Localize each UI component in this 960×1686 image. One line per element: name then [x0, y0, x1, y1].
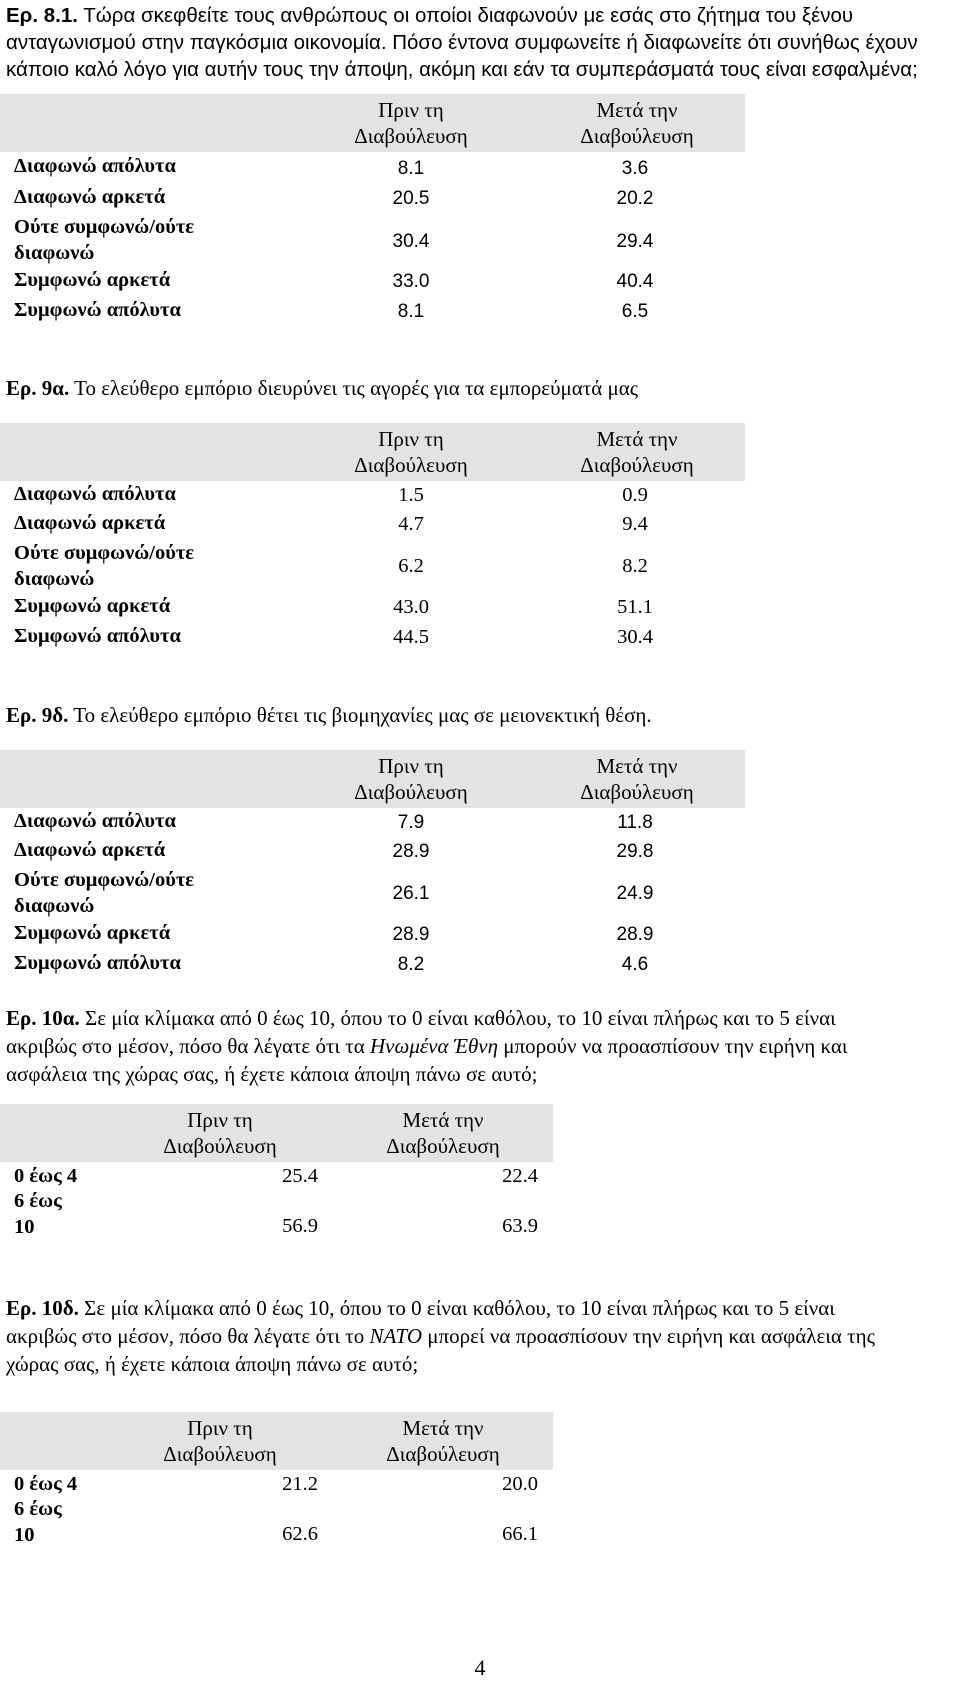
cell-before: 28.9	[392, 841, 430, 862]
cell-after: 40.4	[616, 271, 654, 292]
col-header-before: Πριν τη Διαβούλευση	[354, 754, 468, 804]
col-header-before: Πριν τη Διαβούλευση	[354, 98, 468, 148]
question-text: ακριβώς στο μέσον, πόσο θα λέγατε ότι το	[6, 1324, 370, 1348]
row-label: Συμφωνώ αρκετά	[14, 269, 171, 291]
question-text: Σε μία κλίμακα από 0 έως 10, όπου το 0 είναι καθόλου, το 10 είναι πλήρως και το 5 είναι	[84, 1296, 835, 1320]
question-10d	[6, 1294, 958, 1378]
row-label: Ούτε συμφωνώ/ούτε διαφωνώ	[14, 542, 195, 590]
row-label: Διαφωνώ αρκετά	[14, 839, 166, 861]
organization-name: Ηνωμένα Έθνη	[370, 1034, 499, 1058]
question-text: χώρας σας, ή έχετε κάποια άποψη πάνω σε αυτό;	[6, 1352, 419, 1376]
question-text: μπορούν να προασπίσουν την ειρήνη και	[498, 1034, 848, 1058]
cell-before: 25.4	[282, 1165, 318, 1187]
cell-after: 28.9	[616, 924, 654, 945]
col-header-after: Μετά την Διαβούλευση	[580, 754, 694, 804]
question-8-1	[6, 2, 958, 83]
cell-after: 63.9	[502, 1215, 538, 1237]
row-label: 0 έως 4	[14, 1473, 78, 1495]
cell-after: 8.2	[622, 555, 648, 577]
question-text: κάποιο καλό λόγο για αυτήν τους την άποψη, ακόμη και εάν τα συμπεράσματά τους είναι εσφαλμένα;	[6, 58, 918, 81]
row-label: 6 έως 10	[14, 1190, 62, 1238]
row-label: Διαφωνώ απόλυτα	[14, 810, 176, 832]
cell-after: 11.8	[617, 812, 653, 833]
question-label: Ερ. 8.1.	[6, 4, 78, 27]
cell-before: 43.0	[393, 596, 429, 618]
row-label: 6 έως 10	[14, 1498, 62, 1546]
cell-after: 9.4	[622, 513, 648, 535]
question-text: ακριβώς στο μέσον, πόσο θα λέγατε ότι τα	[6, 1034, 370, 1058]
cell-after: 20.2	[616, 188, 654, 209]
cell-before: 62.6	[282, 1523, 318, 1545]
question-label: Ερ. 10α.	[6, 1006, 80, 1030]
col-header-before: Πριν τη Διαβούλευση	[354, 427, 468, 477]
row-label: 0 έως 4	[14, 1165, 78, 1187]
col-header-after: Μετά την Διαβούλευση	[580, 427, 694, 477]
cell-before: 33.0	[392, 271, 430, 292]
cell-after: 20.0	[502, 1473, 538, 1495]
cell-after: 3.6	[621, 158, 649, 179]
row-label: Διαφωνώ απόλυτα	[14, 155, 176, 177]
cell-before: 1.5	[398, 484, 424, 506]
cell-after: 66.1	[502, 1523, 538, 1545]
cell-after: 6.5	[621, 301, 649, 322]
question-text: ασφάλεια της χώρας σας, ή έχετε κάποια άποψη πάνω σε αυτό;	[6, 1062, 538, 1086]
row-label: Συμφωνώ αρκετά	[14, 922, 171, 944]
question-10a	[6, 1004, 958, 1088]
cell-after: 51.1	[617, 596, 653, 618]
cell-before: 30.4	[392, 231, 430, 252]
page-number: 4	[474, 1655, 486, 1680]
cell-before: 44.5	[393, 626, 429, 648]
cell-after: 4.6	[621, 954, 649, 975]
cell-after: 24.9	[616, 883, 654, 904]
cell-before: 7.9	[397, 812, 425, 833]
row-label: Διαφωνώ απόλυτα	[14, 483, 176, 505]
cell-before: 56.9	[282, 1215, 318, 1237]
question-text: Το ελεύθερο εμπόριο θέτει τις βιομηχανίες μας σε μειονεκτική θέση.	[73, 703, 652, 727]
col-header-after: Μετά την Διαβούλευση	[386, 1416, 500, 1466]
question-9d	[6, 702, 958, 729]
question-text: μπορεί να προασπίσουν την ειρήνη και ασφάλεια της	[422, 1324, 875, 1348]
row-label: Διαφωνώ αρκετά	[14, 186, 166, 208]
row-label: Συμφωνώ απόλυτα	[14, 299, 181, 321]
cell-before: 8.2	[397, 954, 425, 975]
col-header-after: Μετά την Διαβούλευση	[386, 1108, 500, 1158]
row-label: Συμφωνώ απόλυτα	[14, 625, 181, 647]
col-header-after: Μετά την Διαβούλευση	[580, 98, 694, 148]
cell-before: 6.2	[398, 555, 424, 577]
question-text: Σε μία κλίμακα από 0 έως 10, όπου το 0 είναι καθόλου, το 10 είναι πλήρως και το 5 είναι	[84, 1006, 836, 1030]
row-label: Συμφωνώ απόλυτα	[14, 952, 181, 974]
question-label: Ερ. 9α.	[6, 376, 70, 400]
question-text: ανταγωνισμού στην παγκόσμια οικονομία. Πόσο έντονα συμφωνείτε ή διαφωνείτε ότι συνήθως έχουν	[6, 31, 918, 54]
cell-after: 30.4	[617, 626, 653, 648]
col-header-before: Πριν τη Διαβούλευση	[163, 1416, 277, 1466]
col-header-before: Πριν τη Διαβούλευση	[163, 1108, 277, 1158]
cell-after: 0.9	[622, 484, 648, 506]
cell-after: 22.4	[502, 1165, 538, 1187]
question-text: Τώρα σκεφθείτε τους ανθρώπους οι οποίοι διαφωνούν με εσάς στο ζήτημα του ξένου	[83, 4, 854, 27]
cell-before: 8.1	[397, 158, 425, 179]
cell-after: 29.8	[616, 841, 654, 862]
cell-before: 20.5	[392, 188, 430, 209]
cell-before: 4.7	[398, 513, 424, 535]
cell-before: 26.1	[392, 883, 430, 904]
row-label: Ούτε συμφωνώ/ούτε διαφωνώ	[14, 216, 195, 264]
organization-name: ΝΑΤΟ	[369, 1324, 423, 1348]
cell-before: 8.1	[397, 301, 425, 322]
question-label: Ερ. 10δ.	[6, 1296, 79, 1320]
question-9a	[6, 375, 958, 402]
cell-before: 28.9	[392, 924, 430, 945]
row-label: Διαφωνώ αρκετά	[14, 512, 166, 534]
row-label: Συμφωνώ αρκετά	[14, 595, 171, 617]
row-label: Ούτε συμφωνώ/ούτε διαφωνώ	[14, 869, 195, 917]
question-text: Το ελεύθερο εμπόριο διευρύνει τις αγορές για τα εμπορεύματά μας	[74, 376, 639, 400]
question-label: Ερ. 9δ.	[6, 703, 69, 727]
cell-after: 29.4	[616, 231, 654, 252]
cell-before: 21.2	[282, 1473, 318, 1495]
